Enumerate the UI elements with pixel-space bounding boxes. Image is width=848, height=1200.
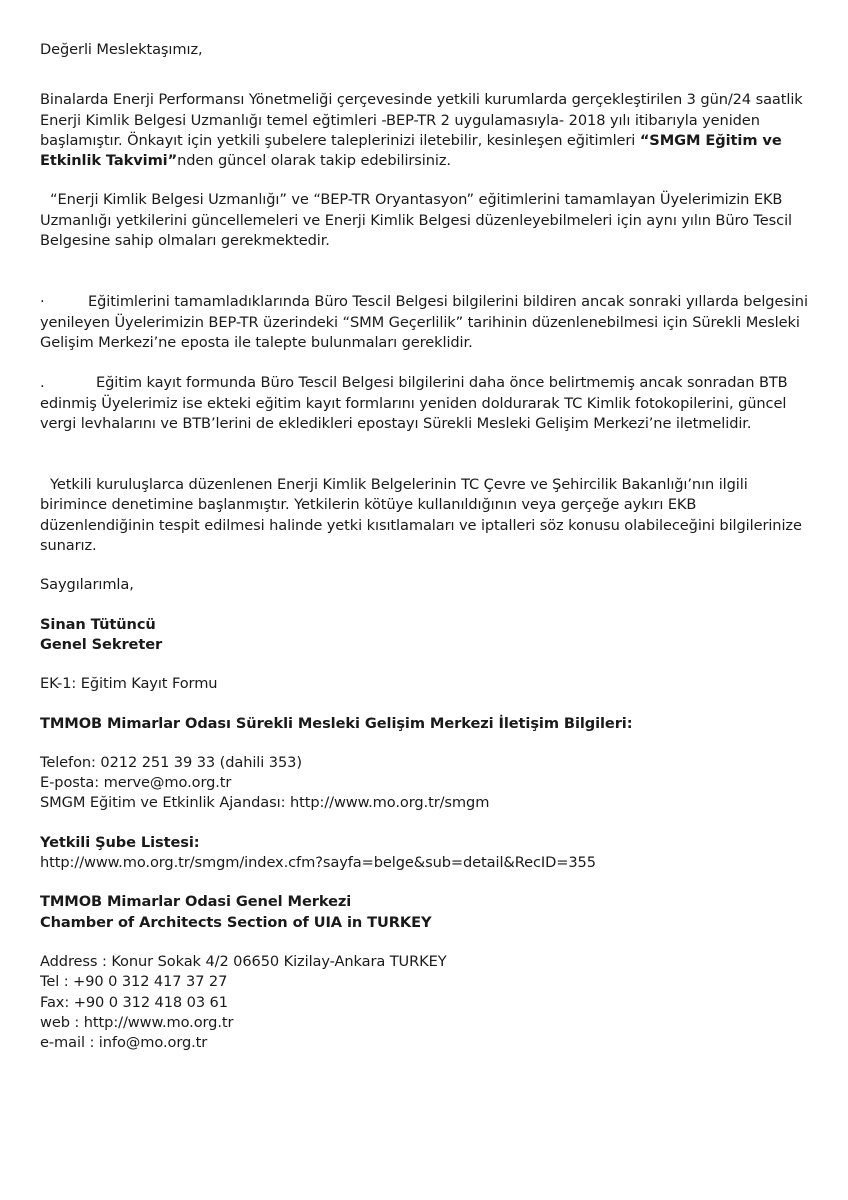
bullet-item-btb-update xyxy=(40,373,810,434)
greeting: Değerli Meslektaşımız, xyxy=(40,41,203,58)
hq-tel: Tel : +90 0 312 417 37 27 xyxy=(40,973,228,991)
paragraph-training-restart-text: Binalarda Enerji Performansı Yönetmeliği çerçevesinde yetkili kurumlarda gerçekleştirilen 3 gün/24 saatlik Enerji Kimlik Belgesi Uzmanlığı temel eğtimleri -BEP-TR 2 uygulamasıyla- 2018 yılı itibarıyla yeniden başlamıştır. Önkayıt için yetkili şubelere taleplerinizi iletebilir, kesinleşen eğitimleri xyxy=(40,91,803,149)
hq-name-tr: TMMOB Mimarlar Odasi Genel Merkezi xyxy=(40,893,352,911)
hq-web-link[interactable]: web : http://www.mo.org.tr xyxy=(40,1013,234,1031)
signer-name: Sinan Tütüncü xyxy=(40,615,156,633)
hq-fax: Fax: +90 0 312 418 03 61 xyxy=(40,993,228,1011)
hq-email-link[interactable]: e-mail : info@mo.org.tr xyxy=(40,1034,208,1052)
signer-title: Genel Sekreter xyxy=(40,635,163,653)
attachment-line: EK-1: Eğitim Kayıt Formu xyxy=(40,675,218,693)
hq-address: Address : Konur Sokak 4/2 06650 Kizilay-Ankara TURKEY xyxy=(40,952,447,970)
branch-list-heading: Yetkili Şube Listesi: xyxy=(40,833,200,851)
signature-block xyxy=(40,615,810,656)
closing: Saygılarımla, xyxy=(40,576,134,594)
paragraph-office-registration: “Enerji Kimlik Belgesi Uzmanlığı” ve “BEP-TR Oryantasyon” eğitimlerini tamamlayan Üyelerimizin EKB Uzmanlığı yetkilerini güncellemeleri ve Enerji Kimlik Belgesi düzenleyebilmeleri için aynı yılın Büro Tescil Belgesine sahip olmaları gerekmektedir. xyxy=(40,191,792,250)
contact-email: E-posta: merve@mo.org.tr xyxy=(40,774,232,792)
branch-list-block xyxy=(40,833,810,874)
smgm-calendar-emphasis: “SMGM Eğitim ve Etkinlik Takvimi” xyxy=(40,131,782,170)
bullet-item-smm-validity xyxy=(40,292,810,353)
hq-address-block xyxy=(40,952,810,1053)
letter-document xyxy=(40,40,810,1053)
paragraph-training-restart-tail: nden güncel olarak takip edebilirsiniz. xyxy=(177,152,451,170)
branch-list-link[interactable]: http://www.mo.org.tr/smgm/index.cfm?sayfa=belge&sub=detail&RecID=355 xyxy=(40,854,596,872)
hq-name-en: Chamber of Architects Section of UIA in TURKEY xyxy=(40,913,432,931)
headquarters-block xyxy=(40,892,810,933)
contact-details xyxy=(40,753,810,814)
bullet-marker: · xyxy=(40,293,45,311)
contact-agenda-link[interactable]: SMGM Eğitim ve Etkinlik Ajandası: http://www.mo.org.tr/smgm xyxy=(40,794,490,812)
paragraph-audit-notice: Yetkili kuruluşlarca düzenlenen Enerji Kimlik Belgelerinin TC Çevre ve Şehircilik Bakanlığı’nın ilgili birimince denetimine başlanmıştır. Yetkilerin kötüye kullanıldığının veya gerçeğe aykırı EKB düzenlendiğinin tespit edilmesi halinde yetki kısıtlamaları ve iptalleri söz konusu olabileceğini bilgilerinize sunarız. xyxy=(40,476,802,555)
contact-heading: TMMOB Mimarlar Odası Sürekli Mesleki Gelişim Merkezi İletişim Bilgileri: xyxy=(40,714,633,732)
bullet-text: Eğitim kayıt formunda Büro Tescil Belgesi bilgilerini daha önce belirtmemiş ancak sonradan BTB edinmiş Üyelerimiz ise ekteki eğitim kayıt formlarını yeniden doldurarak TC Kimlik fotokopilerini, güncel vergi levhalarını ve BTB’lerini de ekledikleri epostayı Sürekli Mesleki Gelişim Merkezi’ne iletmelidir. xyxy=(40,374,788,432)
bullet-marker: . xyxy=(40,374,45,392)
paragraph-training-restart xyxy=(40,90,810,171)
bullet-text: Eğitimlerini tamamladıklarında Büro Tescil Belgesi bilgilerini bildiren ancak sonraki yıllarda belgesini yenileyen Üyelerimizin BEP-TR üzerindeki “SMM Geçerlilik” tarihinin düzenlenebilmesi için Sürekli Mesleki Gelişim Merkezi’ne eposta ile talepte bulunmaları gereklidir. xyxy=(40,293,808,351)
contact-phone: Telefon: 0212 251 39 33 (dahili 353) xyxy=(40,753,302,771)
